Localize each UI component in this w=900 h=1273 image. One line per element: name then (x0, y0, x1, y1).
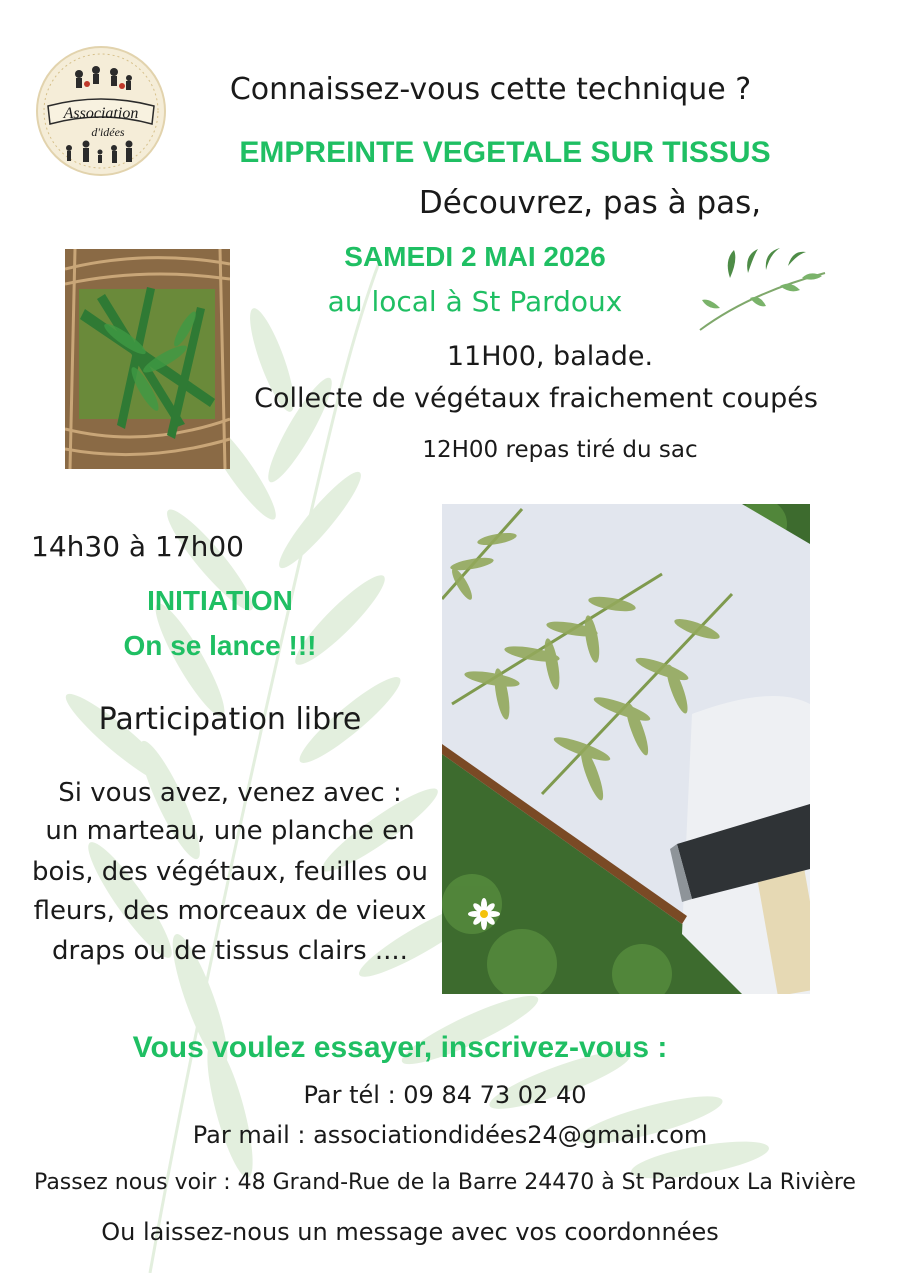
bring-line-4: fleurs, des morceaux de vieux (33, 896, 427, 926)
launch-label: On se lance !!! (123, 630, 317, 661)
event-place: au local à St Pardoux (327, 285, 623, 318)
bring-line-2: un marteau, une planche en (45, 816, 415, 846)
fabric-print-hammer-photo (442, 504, 810, 994)
basket-ferns-photo (65, 249, 230, 469)
schedule-collect: Collecte de végétaux fraichement coupés (254, 383, 818, 414)
association-logo (34, 44, 168, 178)
contact-phone: Par tél : 09 84 73 02 40 (303, 1081, 587, 1109)
contact-address: Passez nous voir : 48 Grand-Rue de la Barre 24470 à St Pardoux La Rivière (34, 1170, 856, 1195)
page-title: EMPREINTE VEGETALE SUR TISSUS (239, 136, 771, 169)
header-subtitle: Découvrez, pas à pas, (418, 185, 762, 221)
contact-message: Ou laissez-nous un message avec vos coordonnées (101, 1218, 719, 1246)
afternoon-time: 14h30 à 17h00 (31, 530, 244, 563)
bring-line-3: bois, des végétaux, feuilles ou (32, 857, 428, 887)
header-question: Connaissez-vous cette technique ? (229, 72, 752, 107)
initiation-label: INITIATION (147, 585, 293, 616)
bring-line-1: Si vous avez, venez avec : (58, 778, 402, 808)
signup-cta: Vous voulez essayer, inscrivez-vous : (132, 1031, 668, 1064)
logo-text-line2: d'idées (91, 125, 125, 139)
schedule-walk: 11H00, balade. (446, 341, 654, 372)
participation-label: Participation libre (98, 702, 362, 737)
logo-text-line1: Association (63, 105, 139, 122)
bring-line-5: draps ou de tissus clairs .... (52, 936, 408, 966)
schedule-lunch: 12H00 repas tiré du sac (422, 437, 698, 463)
contact-email[interactable]: Par mail : associationdidées24@gmail.com (192, 1121, 708, 1149)
leaf-sprig-icon (690, 238, 835, 338)
event-date: SAMEDI 2 MAI 2026 (344, 241, 606, 272)
